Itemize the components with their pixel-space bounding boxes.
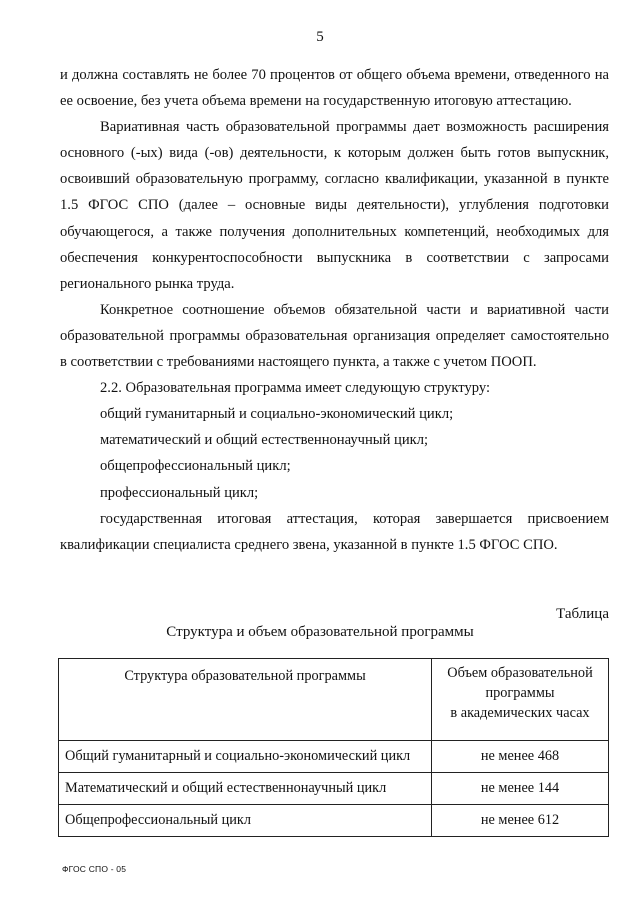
column-header-volume-line: Объем образовательной <box>447 665 593 681</box>
table-row <box>59 741 609 773</box>
paragraph-continuation: и должна составлять не более 70 процентов от общего объема времени, отведенного на ее освоение, без учета объема времени на государственную итоговую аттестацию. <box>60 67 609 110</box>
cell-structure: Общепрофессиональный цикл <box>59 805 432 837</box>
table-caption: Таблица <box>556 606 609 622</box>
list-item: профессиональный цикл; <box>100 484 259 501</box>
document-body <box>60 62 609 558</box>
structure-table <box>58 658 609 837</box>
column-header-volume-line: программы <box>485 685 555 701</box>
paragraph-structure-intro: 2.2. Образовательная программа имеет следующую структуру: <box>100 380 491 397</box>
cell-volume: не менее 468 <box>432 741 609 773</box>
table-title: Структура и объем образовательной программы <box>166 624 474 640</box>
cell-volume: не менее 144 <box>432 773 609 805</box>
table-header-row <box>59 659 609 741</box>
list-item: общепрофессиональный цикл; <box>100 458 291 475</box>
paragraph-variative-part: Вариативная часть образовательной программы дает возможность расширения основного (-ых) вида (-ов) деятельности, к которым должен быть готов выпускник, освоивший образовательную программу, согласно квалификации, указанной в пункте 1.5 ФГОС СПО (далее – основные виды деятельности), углубления подготовки обучающегося, а также получения дополнительных компетенций, необходимых для обеспечения конкурентоспособности выпускника в соответствии с запросами регионального рынка труда. <box>60 119 609 292</box>
list-item: общий гуманитарный и социально-экономический цикл; <box>100 406 454 423</box>
cell-structure: Общий гуманитарный и социально-экономический цикл <box>59 741 432 773</box>
list-item: математический и общий естественнонаучный цикл; <box>100 432 429 449</box>
list-item-final-attestation: государственная итоговая аттестация, которая завершается присвоением квалификации специалиста среднего звена, указанной в пункте 1.5 ФГОС СПО. <box>60 510 609 553</box>
column-header-structure: Структура образовательной программы <box>59 659 432 741</box>
cell-structure: Математический и общий естественнонаучный цикл <box>59 773 432 805</box>
table-row <box>59 805 609 837</box>
paragraph-ratio: Конкретное соотношение объемов обязательной части и вариативной части образовательной программы образовательная организация определяет самостоятельно в соответствии с требованиями настоящего пункта, а также с учетом ПООП. <box>60 301 609 371</box>
page-number: 5 <box>316 29 324 45</box>
cell-volume: не менее 612 <box>432 805 609 837</box>
table-row <box>59 773 609 805</box>
column-header-volume-line: в академических часах <box>450 705 590 721</box>
footer-document-code: ФГОС СПО - 05 <box>62 864 127 874</box>
column-header-volume <box>432 659 609 741</box>
